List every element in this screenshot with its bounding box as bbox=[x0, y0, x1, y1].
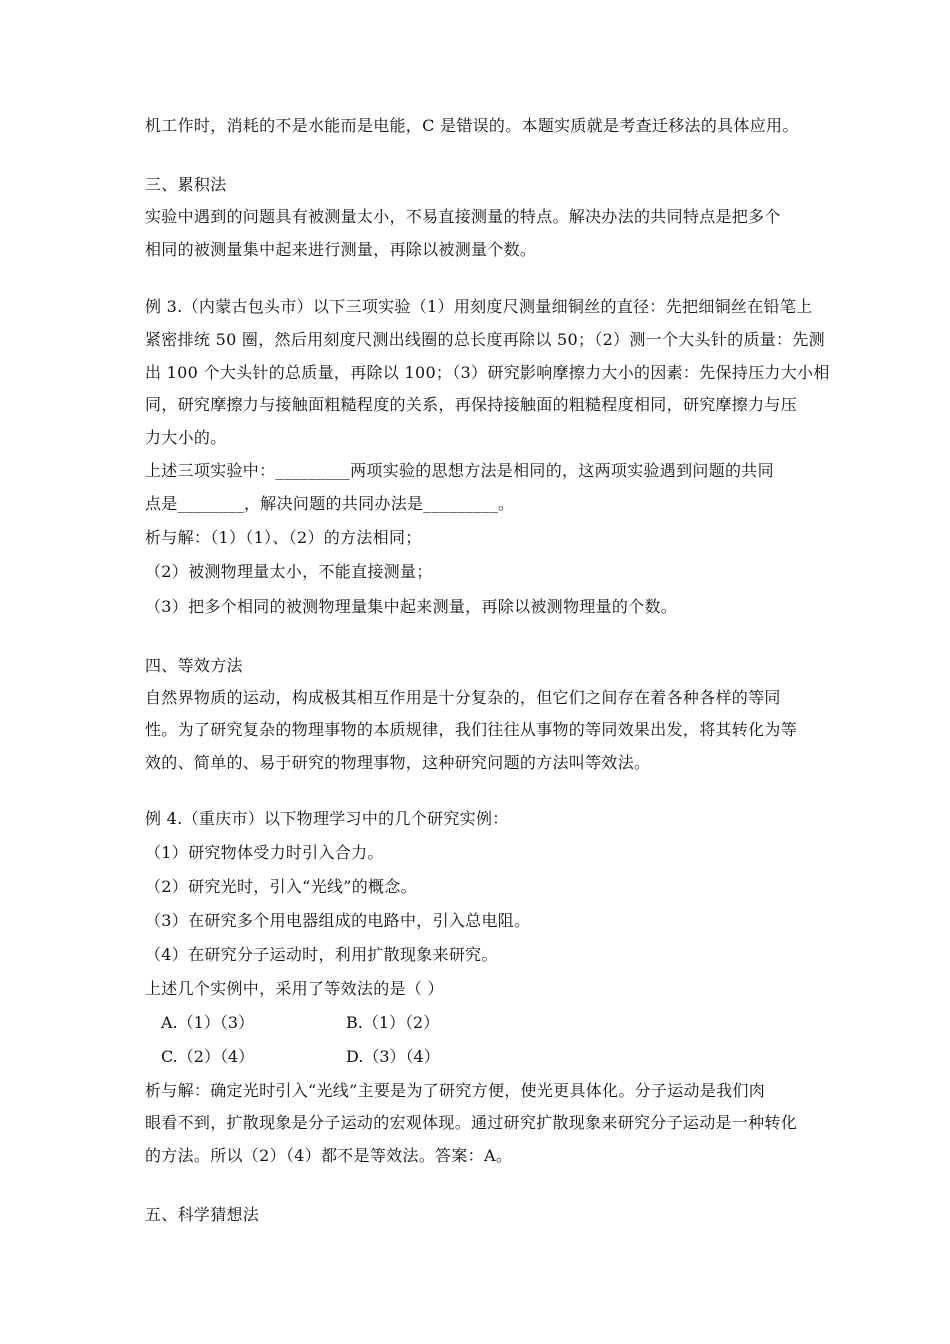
list-item: （3）在研究多个用电器组成的电路中，引入总电阻。 bbox=[145, 911, 531, 930]
text-line: 效的、简单的、易于研究的物理事物，这种研究问题的方法叫等效法。 bbox=[145, 753, 651, 772]
section-heading: 三、累积法 bbox=[145, 175, 227, 194]
list-item: （1）研究物体受力时引入合力。 bbox=[145, 843, 384, 862]
answer-line: 眼看不到，扩散现象是分子运动的宏观体现。通过研究扩散现象来研究分子运动是一种转化 bbox=[145, 1113, 798, 1132]
text-line: 出 100 个大头针的总质量，再除以 100；（3）研究影响摩擦力大小的因素：先保持压力大小相 bbox=[145, 363, 830, 382]
option-a: A.（1）（3） bbox=[161, 1013, 255, 1032]
example-line: 例 4.（重庆市）以下物理学习中的几个研究实例： bbox=[145, 809, 509, 828]
example-line: 例 3.（内蒙古包头市）以下三项实验（1）用刻度尺测量细铜丝的直径：先把细铜丝在铅笔上 bbox=[145, 297, 813, 316]
answer-line: 的方法。所以（2）（4）都不是等效法。答案：A。 bbox=[145, 1146, 513, 1165]
text-line: 性。为了研究复杂的物理事物的本质规律，我们往往从事物的等同效果出发，将其转化为等 bbox=[145, 720, 798, 739]
section-heading: 四、等效方法 bbox=[145, 656, 243, 675]
question-line: 上述三项实验中：_________两项实验的思想方法是相同的，这两项实验遇到问题的共同 bbox=[145, 461, 774, 480]
text-line: 相同的被测量集中起来进行测量，再除以被测量个数。 bbox=[145, 240, 537, 259]
question-line: 点是________，解决问题的共同办法是_________。 bbox=[145, 494, 515, 513]
answer-line: （2）被测物理量太小，不能直接测量； bbox=[145, 562, 433, 581]
section-heading: 五、科学猜想法 bbox=[145, 1205, 260, 1224]
list-item: （2）研究光时，引入“光线”的概念。 bbox=[145, 877, 417, 896]
text-line: 机工作时，消耗的不是水能而是电能，C 是错误的。本题实质就是考查迁移法的具体应用。 bbox=[145, 116, 799, 135]
text-line: 自然界物质的运动，构成极其相互作用是十分复杂的，但它们之间存在着各种各样的等同 bbox=[145, 688, 781, 707]
option-c: C.（2）（4） bbox=[161, 1047, 255, 1066]
question-line: 上述几个实例中，采用了等效法的是（ ） bbox=[145, 979, 444, 998]
text-line: 力大小的。 bbox=[145, 428, 227, 447]
option-d: D.（3）（4） bbox=[346, 1047, 440, 1066]
option-b: B.（1）（2） bbox=[346, 1013, 440, 1032]
answer-line: （3）把多个相同的被测物理量集中起来测量，再除以被测物理量的个数。 bbox=[145, 597, 678, 616]
text-line: 同，研究摩擦力与接触面粗糙程度的关系，再保持接触面的粗糙程度相同，研究摩擦力与压 bbox=[145, 395, 798, 414]
answer-line: 析与解：（1）（1）、（2）的方法相同； bbox=[145, 528, 422, 547]
text-line: 实验中遇到的问题具有被测量太小，不易直接测量的特点。解决办法的共同特点是把多个 bbox=[145, 207, 781, 226]
answer-line: 析与解：确定光时引入“光线”主要是为了研究方便，使光更具体化。分子运动是我们肉 bbox=[145, 1081, 766, 1100]
text-line: 紧密排统 50 圈，然后用刻度尺测出线圈的总长度再除以 50；（2）测一个大头针的质量：先测 bbox=[145, 330, 825, 349]
list-item: （4）在研究分子运动时，利用扩散现象来研究。 bbox=[145, 945, 498, 964]
